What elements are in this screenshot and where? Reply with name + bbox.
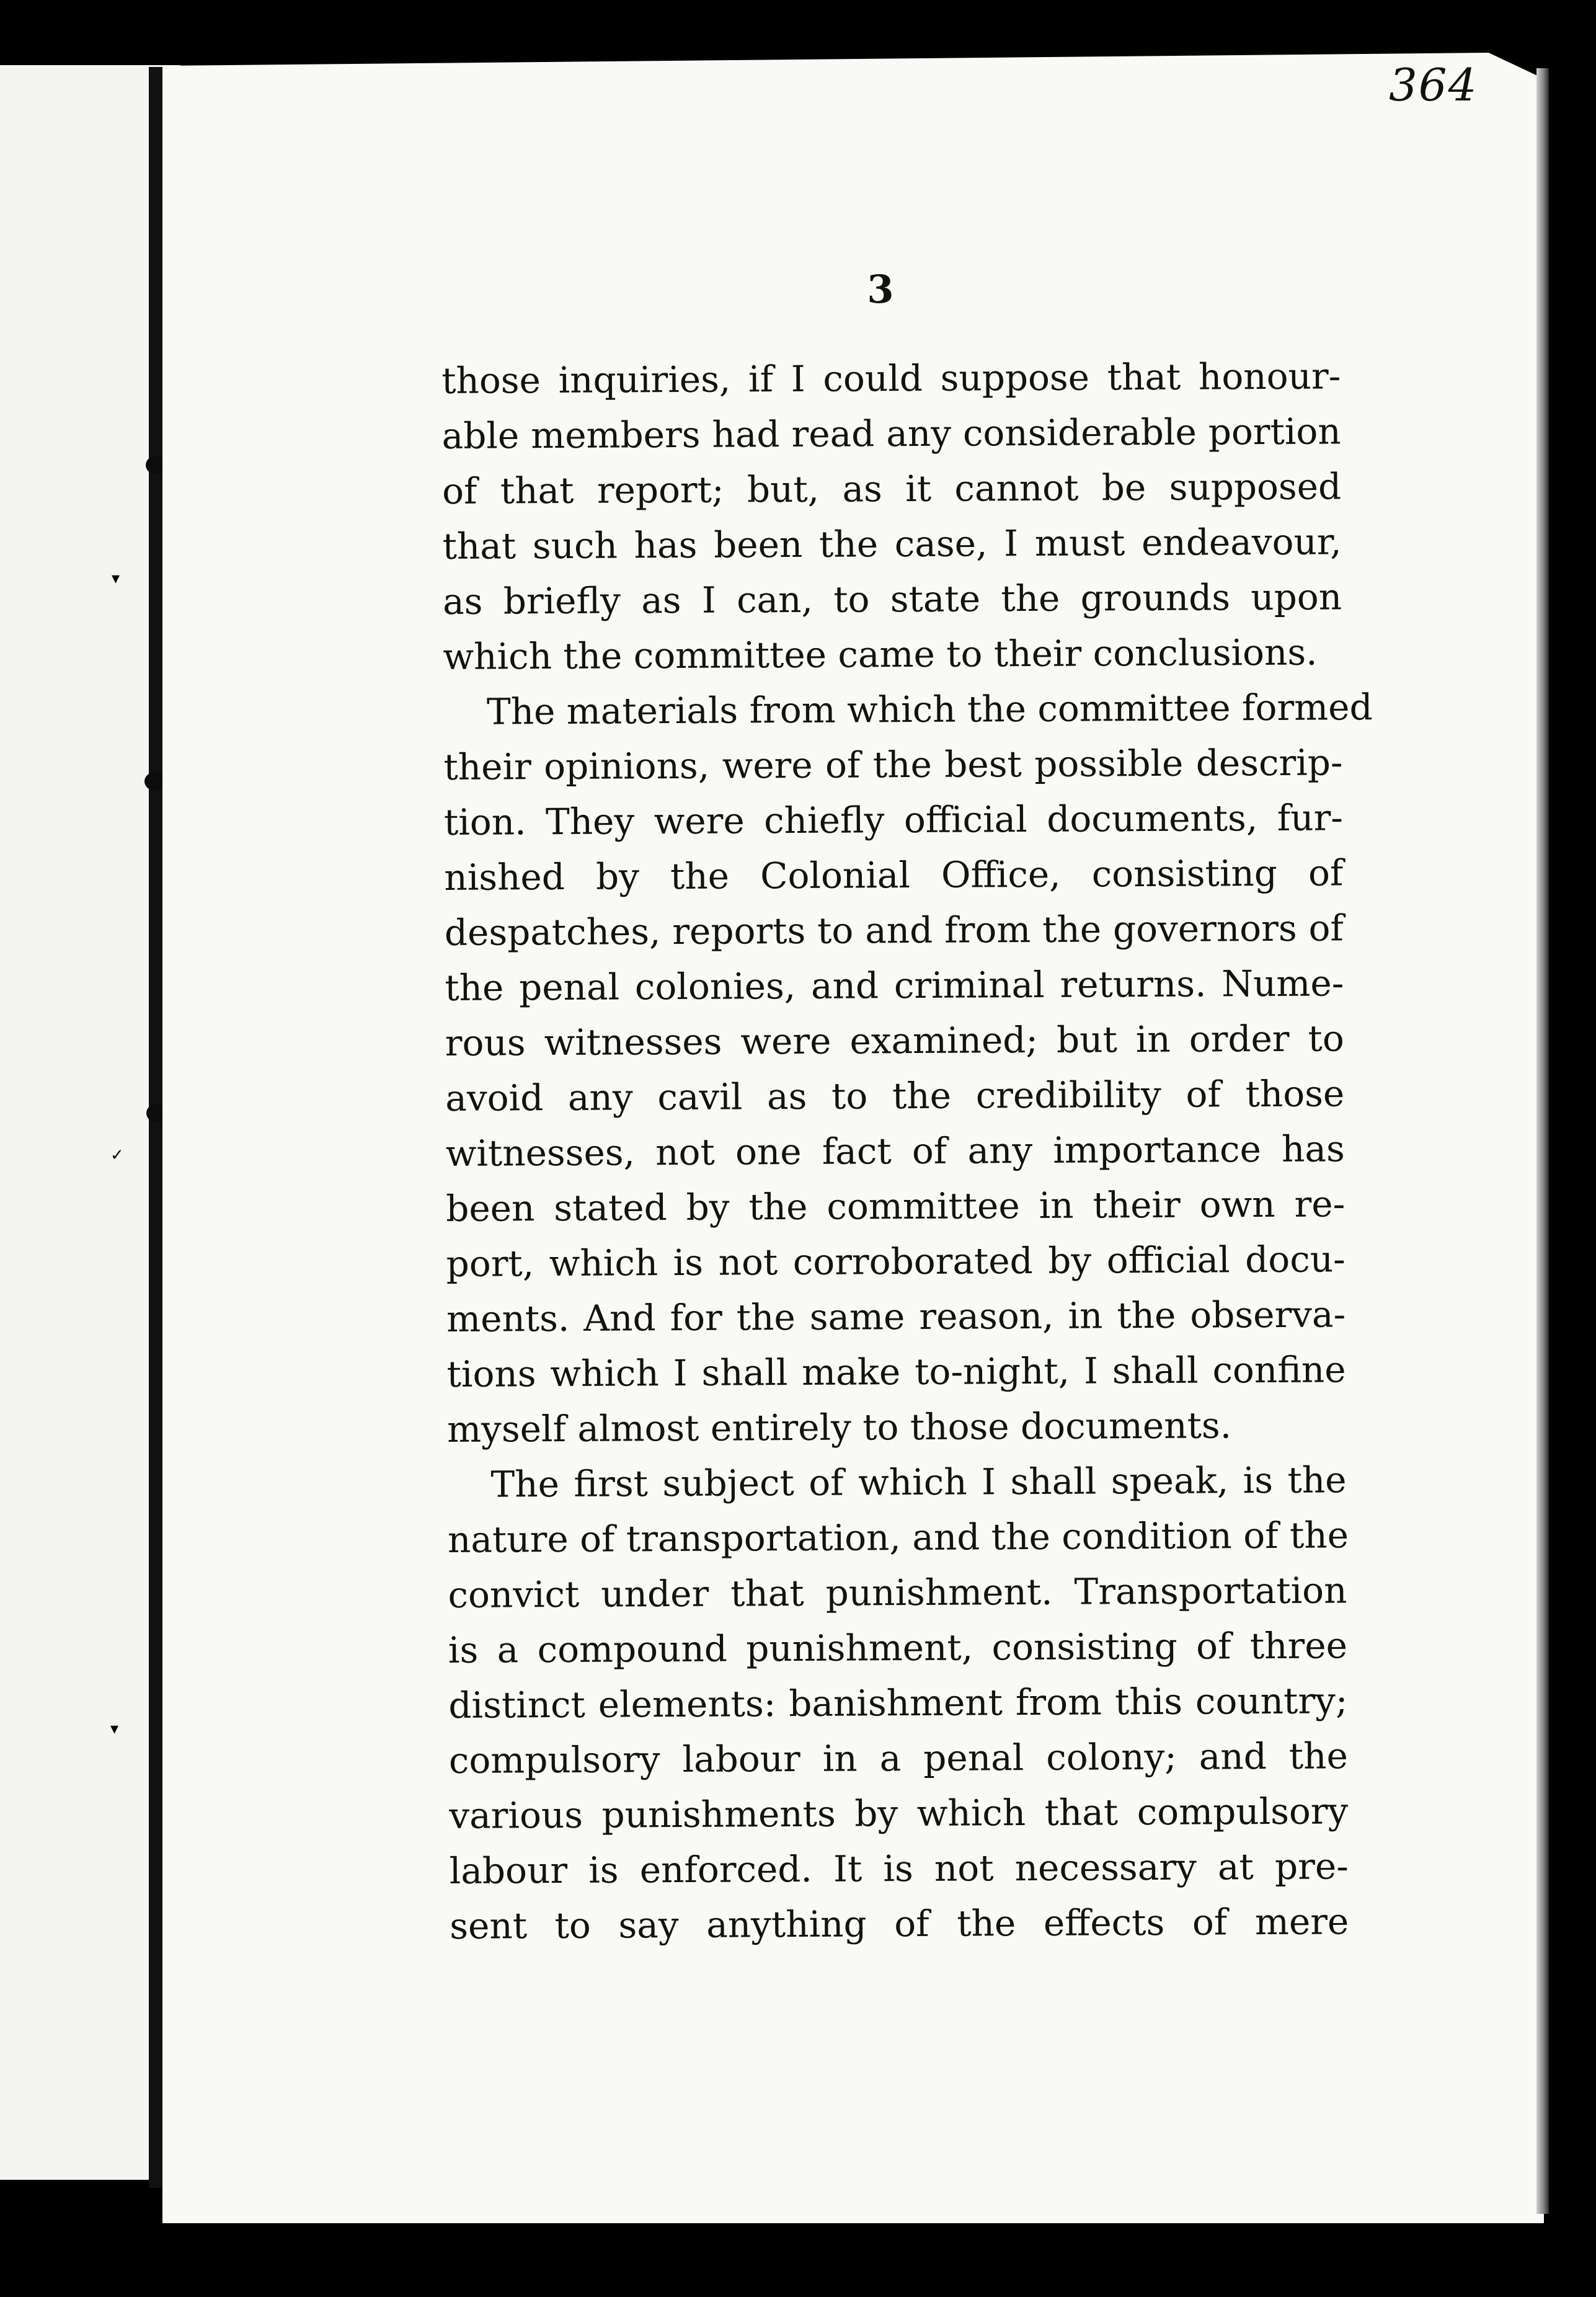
text-line: distinct elements: banishment from this country; — [448, 1679, 1348, 1726]
text-line: nished by the Colonial Office, consisting of — [444, 851, 1344, 899]
text-line: been stated by the committee in their own re- — [446, 1183, 1346, 1230]
body-text — [441, 349, 1373, 1954]
text-line: sent to say anything of the effects of mere — [450, 1900, 1349, 1947]
text-line: tions which I shall make to-night, I shall confine — [446, 1348, 1346, 1395]
tick-mark: ✓ — [110, 1146, 124, 1165]
text-line: which the committee came to their conclusions. — [443, 631, 1318, 678]
binding-spine — [149, 67, 162, 2188]
text-line: the penal colonies, and criminal returns. Nume- — [445, 962, 1344, 1009]
text-line: compulsory labour in a penal colony; and the — [448, 1735, 1349, 1782]
paragraph — [447, 1452, 1349, 1954]
binding-stitch — [144, 772, 166, 791]
text-line: various punishments by which that compulsory — [449, 1790, 1349, 1837]
text-line: port, which is not corroborated by official docu- — [446, 1238, 1346, 1285]
paragraph — [441, 349, 1342, 685]
text-line: is a compound punishment, consisting of three — [448, 1624, 1348, 1671]
text-line: The first subject of which I shall speak, is the — [490, 1459, 1347, 1506]
page-edge-shadow — [1536, 68, 1549, 2214]
text-line: witnesses, not one fact of any importance has — [445, 1127, 1345, 1175]
text-line: ments. And for the same reason, in the observa- — [446, 1293, 1346, 1340]
text-line: tion. They were chiefly official documents, fur- — [443, 796, 1344, 843]
handwritten-folio-number: 364 — [1389, 59, 1478, 111]
tick-mark: ▾ — [112, 569, 120, 588]
text-line: as briefly as I can, to state the grounds upon — [442, 575, 1342, 623]
text-line: myself almost entirely to those documents. — [446, 1404, 1232, 1451]
text-line: those inquiries, if I could suppose that honour- — [441, 355, 1341, 402]
text-line: convict under that punishment. Transportation — [448, 1569, 1347, 1616]
tick-mark: ▾ — [110, 1720, 119, 1738]
text-line: avoid any cavil as to the credibility of those — [445, 1072, 1345, 1119]
text-line: their opinions, were of the best possible descrip- — [443, 741, 1343, 788]
paragraph — [443, 680, 1373, 1457]
text-line: that such has been the case, I must endeavour, — [442, 520, 1342, 567]
page-number: 3 — [867, 267, 894, 312]
text-line: despatches, reports to and from the governors of — [444, 907, 1344, 954]
text-line: labour is enforced. It is not necessary at pre- — [449, 1845, 1349, 1892]
text-line: rous witnesses were examined; but in order to — [445, 1017, 1344, 1064]
text-line: The materials from which the committee formed — [486, 686, 1373, 733]
text-line: of that report; but, as it cannot be supposed — [441, 465, 1342, 512]
text-line: nature of transportation, and the condition of the — [447, 1514, 1349, 1561]
text-line: able members had read any considerable portion — [441, 410, 1341, 457]
